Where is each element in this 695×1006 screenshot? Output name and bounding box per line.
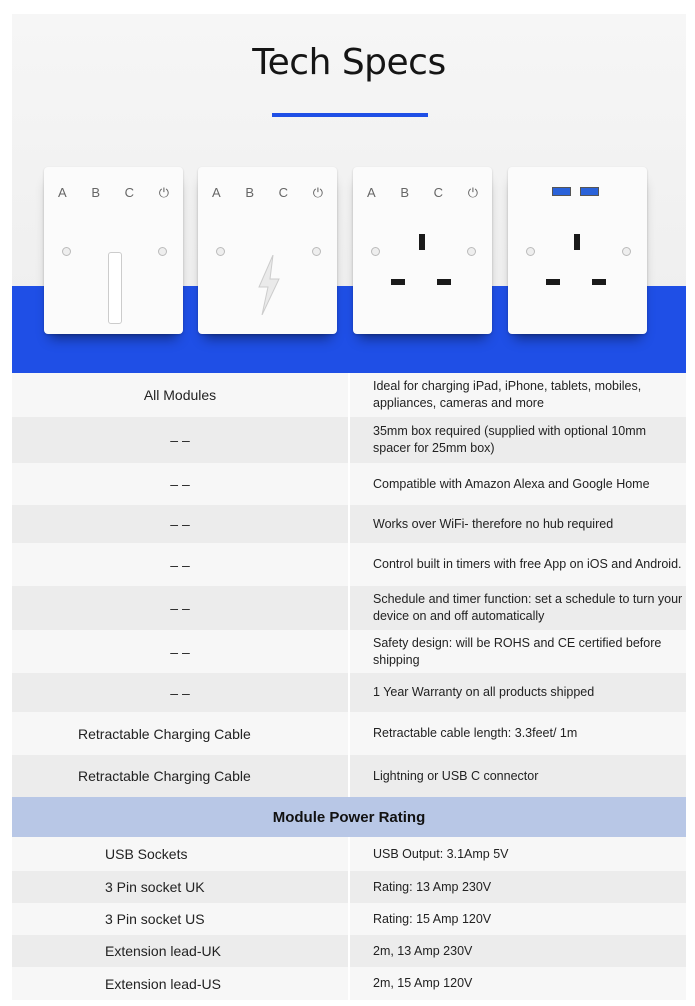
tech-specs-page (12, 14, 686, 1000)
button-c-label: C (124, 185, 135, 200)
plate-usb-socket (508, 167, 647, 334)
spec-label: Retractable Charging Cable (78, 768, 251, 784)
spec-value: Control built in timers with free App on iOS and Android. (373, 557, 682, 572)
plate-buttons (367, 185, 478, 201)
spec-label: – – (170, 684, 190, 701)
spec-value: Schedule and timer function: set a schedule to turn your device on and off automatically (373, 592, 683, 623)
spec-value: Works over WiFi- therefore no hub required (373, 516, 614, 531)
spec-label: Retractable Charging Cable (78, 725, 251, 742)
screw-icon (216, 247, 225, 256)
screw-icon (526, 247, 535, 256)
section-header-power-rating: Module Power Rating (12, 797, 686, 837)
table-row (12, 586, 686, 630)
spec-value: Compatible with Amazon Alexa and Google Home (373, 476, 650, 491)
table-row (12, 543, 686, 586)
earth-pin-icon (574, 234, 580, 250)
spec-label: – – (170, 432, 190, 448)
cable-icon (108, 252, 122, 324)
power-value: USB Output: 3.1Amp 5V (373, 846, 509, 861)
power-value: Rating: 13 Amp 230V (373, 879, 492, 894)
power-value: Rating: 15 Amp 120V (373, 911, 492, 926)
screw-icon (158, 247, 167, 256)
power-value: 2m, 15 Amp 120V (373, 976, 473, 991)
table-row (12, 373, 686, 417)
plate-buttons (58, 185, 169, 201)
spec-label: – – (170, 476, 190, 492)
table-row (12, 967, 686, 1000)
usb-port-icon (552, 187, 571, 196)
button-c-label: C (433, 185, 444, 200)
power-label: Extension lead-UK (105, 943, 221, 959)
button-b-label: B (400, 185, 409, 200)
lightning-icon (253, 255, 283, 315)
table-row (12, 712, 686, 755)
hero-banner (12, 14, 686, 373)
plate-uk-socket (353, 167, 492, 334)
table-row (12, 417, 686, 463)
plate-buttons (212, 185, 323, 201)
spec-value: 1 Year Warranty on all products shipped (373, 685, 595, 700)
screw-icon (622, 247, 631, 256)
power-label: 3 Pin socket UK (105, 879, 205, 895)
button-a-label: A (58, 185, 67, 200)
spec-value: Safety design: will be ROHS and CE certified before shipping (373, 635, 662, 667)
table-row (12, 463, 686, 505)
spec-label: – – (170, 643, 190, 660)
spec-label: All Modules (143, 387, 217, 403)
spec-value: Lightning or USB C connector (373, 768, 539, 783)
live-pin-icon (391, 279, 405, 285)
screw-icon (371, 247, 380, 256)
spec-label: – – (170, 516, 190, 532)
spec-value: Ideal for charging iPad, iPhone, tablets, mobiles, appliances, cameras and more (373, 379, 642, 410)
plate-lightning-cable (198, 167, 337, 334)
page-title: Tech Specs (252, 42, 446, 83)
usb-port-icon (580, 187, 599, 196)
live-pin-icon (546, 279, 560, 285)
power-label: 3 Pin socket US (105, 911, 205, 927)
table-row (12, 630, 686, 673)
power-label: Extension lead-US (105, 975, 221, 992)
screw-icon (312, 247, 321, 256)
power-icon: ⏻ (467, 185, 478, 200)
earth-pin-icon (419, 234, 425, 250)
table-row (12, 505, 686, 543)
button-a-label: A (212, 185, 221, 200)
spec-label: – – (170, 600, 190, 616)
table-row (12, 871, 686, 903)
screw-icon (62, 247, 71, 256)
table-row (12, 935, 686, 967)
spec-value: 35mm box required (supplied with optional 10mm spacer for 25mm box) (373, 424, 647, 455)
neutral-pin-icon (437, 279, 451, 285)
table-row (12, 673, 686, 712)
table-row (12, 837, 686, 871)
button-b-label: B (245, 185, 254, 200)
plate-usb-c-cable (44, 167, 183, 334)
button-b-label: B (91, 185, 100, 200)
power-icon: ⏻ (312, 185, 323, 200)
spec-label: – – (170, 556, 190, 573)
button-a-label: A (367, 185, 376, 200)
spec-value: Retractable cable length: 3.3feet/ 1m (373, 726, 578, 741)
title-underline (272, 113, 428, 117)
power-icon: ⏻ (158, 185, 169, 200)
table-row (12, 903, 686, 935)
screw-icon (467, 247, 476, 256)
power-value: 2m, 13 Amp 230V (373, 943, 473, 958)
power-label: USB Sockets (105, 846, 188, 862)
neutral-pin-icon (592, 279, 606, 285)
button-c-label: C (278, 185, 289, 200)
table-row (12, 755, 686, 797)
